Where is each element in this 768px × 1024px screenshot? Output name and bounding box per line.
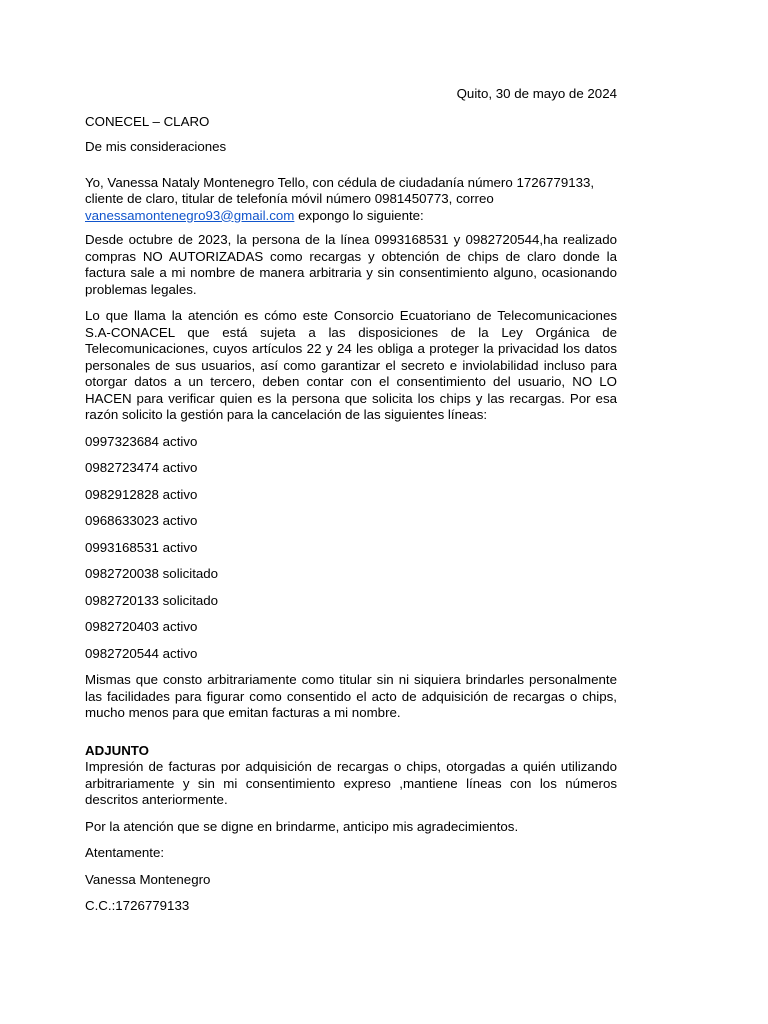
list-item: 0968633023 activo [85, 513, 198, 528]
intro-line-1: Yo, Vanessa Nataly Montenegro Tello, con cédula de ciudadanía número 1726779133, [85, 174, 595, 190]
paragraph-legal-concern: Lo que llama la atención es cómo este Consorcio Ecuatoriano de Telecomunicaciones S.A-CONACEL que está sujeta a las disposiciones de la Ley Orgánica de Telecomunicaciones, cuyos artículos 22 y 24 les obliga a proteger la privacidad los datos personales de sus usuarios, así como garantizar el secreto e inviolabilidad incluso para otorgar datos a un tercero, deben contar con el consentimiento del usuario, NO LO HACEN para verificar quien es la persona que solicita los chips y las recargas. Por esa razón solicito la gestión para la cancelación de las siguientes líneas: [85, 308, 617, 422]
email-link[interactable]: vanessamontenegro93@gmail.com [85, 207, 295, 223]
blank-line [85, 156, 617, 175]
lines-list [85, 434, 617, 663]
intro-line-2: cliente de claro, titular de telefonía móvil número 0981450773, correo [85, 191, 494, 206]
letter-date: Quito, 30 de mayo de 2024 [456, 86, 617, 101]
letter-body [85, 86, 617, 915]
attachment-text: Impresión de facturas por adquisición de recargas o chips, otorgadas a quién utilizando arbitrariamente y sin mi consentimiento expreso ,mantiene líneas con los números descritos anteriormente. [85, 759, 617, 807]
signature-id: C.C.:1726779133 [85, 898, 190, 913]
paragraph-arbitrary-ownership: Mismas que consto arbitrariamente como titular sin ni siquiera brindarles personalmente las facilidades para figurar como consentido el acto de adquisición de recargas o chips, mucho menos para que emitan facturas a mi nombre. [85, 672, 617, 720]
closing-text: Por la atención que se digne en brindarme, anticipo mis agradecimientos. [85, 818, 519, 834]
letter-recipient: CONECEL – CLARO [85, 113, 210, 129]
signature-name: Vanessa Montenegro [85, 871, 211, 887]
letter-salutation: De mis consideraciones [85, 139, 227, 154]
list-item: 0982720038 solicitado [85, 566, 219, 581]
list-item: 0982912828 activo [85, 486, 198, 502]
intro-line-3 [85, 208, 617, 225]
list-item: 0982720133 solicitado [85, 592, 219, 608]
list-item: 0993168531 activo [85, 539, 198, 555]
farewell-text: Atentamente: [85, 845, 165, 860]
list-item: 0982720544 activo [85, 645, 198, 661]
attachment-heading: ADJUNTO [85, 742, 150, 758]
intro-after-email: expongo lo siguiente: [294, 207, 424, 223]
list-item: 0997323684 activo [85, 433, 198, 449]
list-item: 0982720403 activo [85, 619, 198, 634]
paragraph-unauthorized-purchases: Desde octubre de 2023, la persona de la línea 0993168531 y 0982720544,ha realizado compras NO AUTORIZADAS como recargas y obtención de chips de claro donde la factura sale a mi nombre de manera arbitraria y sin consentimiento alguno, ocasionando problemas legales. [85, 232, 617, 297]
list-item: 0982723474 activo [85, 460, 198, 475]
intro-paragraph [85, 175, 617, 225]
